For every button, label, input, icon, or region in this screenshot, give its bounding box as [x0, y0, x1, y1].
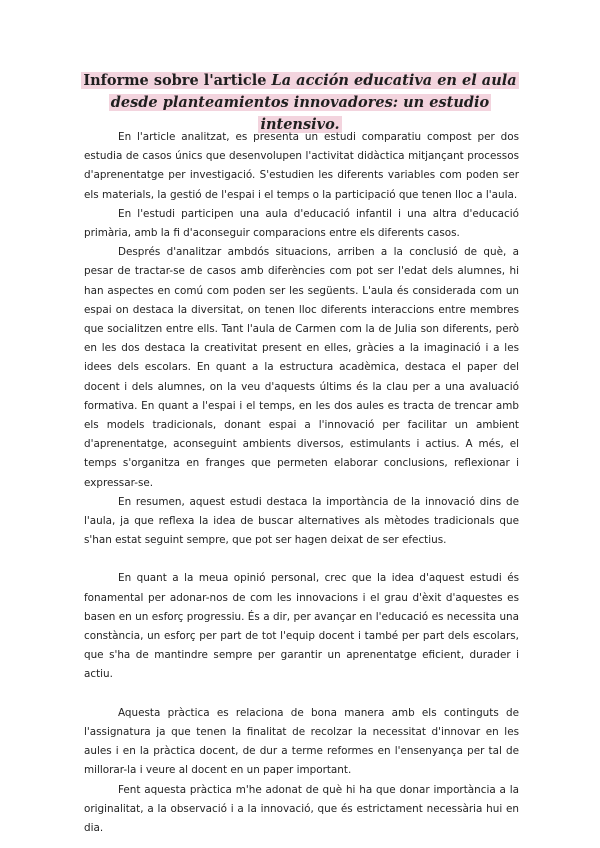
paragraph-opinion: En quant a la meua opinió personal, crec que la idea d'aquest estudi és fonamental per adonar-nos de com les innovacions i el grau d'èxit d'aquestes es basen en un esforç progressiu. És a dir, per avançar en l'educació es necessita una constància, un esforç per part de tot l'equip docent i també per part dels escolars, que s'ha de mantindre sempre per garantir un aprenentatge eficient, durader i actiu. [84, 572, 519, 681]
paragraph-intro: En l'article analitzat, es presenta un estudi comparatiu compost per dos estudia de casos únics que desenvolupen l'activitat didàctica mitjançant processos d'aprenentatge per investigació. S'estudien les diferents variables com poden ser els materials, la gestió de l'espai i el temps o la participació que tenen lloc a l'aula. [84, 131, 519, 201]
paragraph-participants: En l'estudi participen una aula d'educació infantil i una altra d'educació primària, amb la fi d'aconseguir comparacions entre els diferents casos. [84, 207, 519, 240]
document-title [80, 70, 520, 136]
document-body [84, 128, 519, 838]
title-prefix: Informe sobre l'article [83, 72, 272, 89]
paragraph-summary: En resumen, aquest estudi destaca la importància de la innovació dins de l'aula, ja que reflexa la idea de buscar alternatives als mètodes tradicionals que s'han estat seguint sempre, que pot ser hagen deixat de ser efectius. [84, 495, 519, 547]
title-highlight [81, 72, 518, 133]
title-article-name: La acción educativa en el aula desde planteamientos innovadores: un estudio intensivo. [110, 72, 517, 133]
paragraph-conclusion: Fent aquesta pràctica m'he adonat de què hi ha que donar importància a la originalitat, a la observació i a la innovació, que és estrictament necessària hui en dia. [84, 783, 519, 834]
paragraph-relation: Aquesta pràctica es relaciona de bona manera amb els continguts de l'assignatura ja que tenen la finalitat de recolzar la necessitat d'innovar en les aules i en la pràctica docent, de dur a terme reformes en l'ensenyança per tal de millorar-la i veure al docent en un paper important. [84, 706, 519, 777]
paragraph-analysis: Després d'analitzar ambdós situacions, arriben a la conclusió de què, a pesar de tractar-se de casos amb diferències com pot ser l'edat dels alumnes, hi han aspectes en comú com poden ser les següents. L'aula és considerada com un espai on destaca la diversitat, on tenen lloc diferents interaccions entre membres que socialitzen entre ells. Tant l'aula de Carmen com la de Julia son diferents, però en les dos destaca la creativitat present en elles, gràcies a la imaginació i a les idees dels escolars. En quant a la estructura acadèmica, destaca el paper del docent i dels alumnes, on la veu d'aquests últims és la clau per a una avaluació formativa. En quant a l'espai i el temps, en les dos aules es tracta de trencar amb els models tradicionals, donant espai a l'innovació per facilitar un ambient d'aprenentatge, aconseguint ambients diversos, estimulants i actius. A més, el temps s'organitza en franges que permeten elaborar conclusions, reflexionar i expressar-se. [84, 246, 519, 489]
